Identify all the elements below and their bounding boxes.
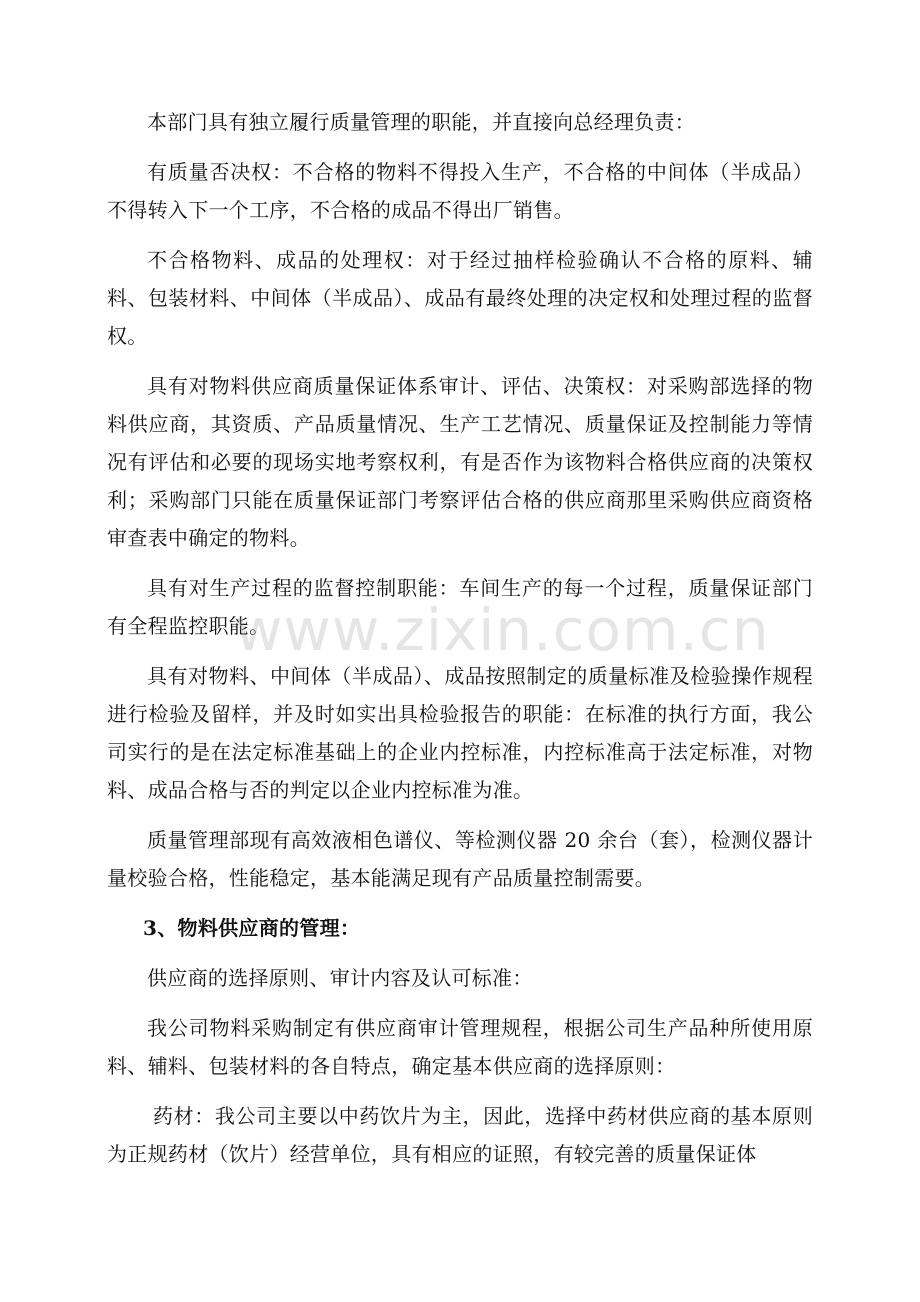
section-heading-supplier-management: 3、物料供应商的管理： — [143, 916, 361, 940]
paragraph-production-supervision: 具有对生产过程的监督控制职能：车间生产的每一个过程，质量保证部门有全程监控职能。 — [107, 576, 813, 638]
paragraph-selection-criteria-title: 供应商的选择原则、审计内容及认可标准： — [147, 966, 533, 990]
paragraph-supplier-audit-right: 具有对物料供应商质量保证体系审计、评估、决策权：对采购部选择的物料供应商，其资质、产品质量情况、生产工艺情况、质量保证及控制能力等情况有评估和必要的现场实地考察权利，有是否作为该物料合格供应商的决策权利；采购部门只能在质量保证部门考察评估合格的供应商那里采购供应商资格审查表中确定的物料。 — [107, 374, 813, 550]
watermark: www.zixin.com.cn — [235, 596, 770, 664]
document-body — [107, 103, 813, 1185]
paragraph-herbal-materials: 药材：我公司主要以中药饮片为主，因此，选择中药材供应商的基本原则为正规药材（饮片）经营单位，具有相应的证照，有较完善的质量保证体 — [107, 1104, 813, 1166]
paragraph-instruments: 质量管理部现有高效液相色谱仪、等检测仪器 20 余台（套），检测仪器计量校验合格，性能稳定，基本能满足现有产品质量控制需要。 — [107, 828, 813, 890]
paragraph-audit-procedure: 我公司物料采购制定有供应商审计管理规程，根据公司生产品种所使用原料、辅料、包装材料的各自特点，确定基本供应商的选择原则： — [107, 1016, 813, 1078]
paragraph-department-duty: 本部门具有独立履行质量管理的职能，并直接向总经理负责： — [147, 110, 696, 134]
paragraph-disposal-right: 不合格物料、成品的处理权：对于经过抽样检验确认不合格的原料、辅料、包装材料、中间体（半成品）、成品有最终处理的决定权和处理过程的监督权。 — [107, 248, 813, 348]
paragraph-inspection-duty: 具有对物料、中间体（半成品）、成品按照制定的质量标准及检验操作规程进行检验及留样，并及时如实出具检验报告的职能：在标准的执行方面，我公司实行的是在法定标准基础上的企业内控标准，内控标准高于法定标准，对物料、成品合格与否的判定以企业内控标准为准。 — [107, 664, 813, 802]
paragraph-quality-veto: 有质量否决权：不合格的物料不得投入生产，不合格的中间体（半成品）不得转入下一个工序，不合格的成品不得出厂销售。 — [107, 160, 813, 222]
